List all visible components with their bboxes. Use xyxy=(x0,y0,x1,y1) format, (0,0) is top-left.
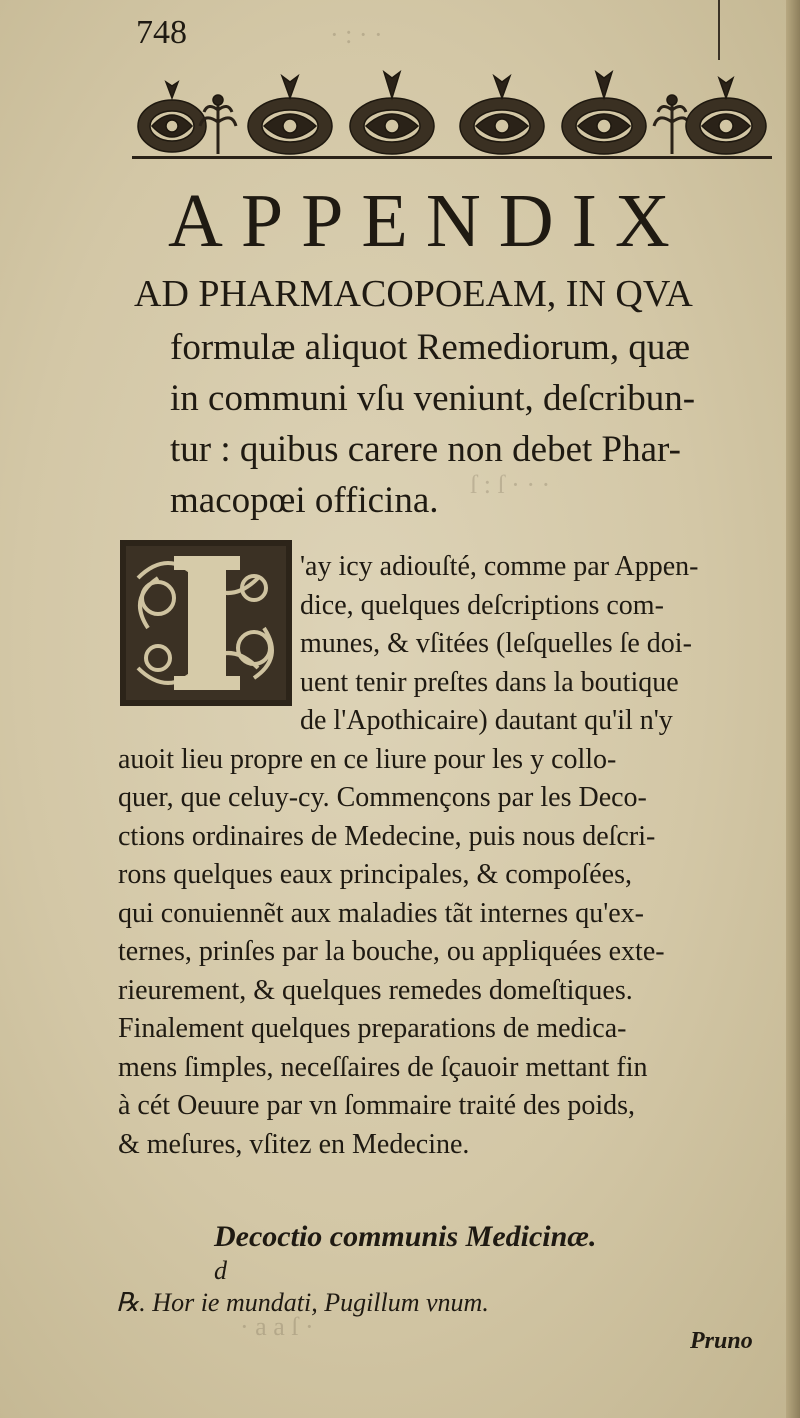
body-line: auoit lieu propre en ce liure pour les y collo- xyxy=(118,743,617,775)
body-line: mens ſimples, neceſſaires de ſçauoir mettant fin xyxy=(118,1051,648,1083)
bleed-through-text: ſ : ſ · · · xyxy=(470,470,551,499)
gutter-line xyxy=(718,0,720,60)
body-line: à cét Oeuure par vn ſommaire traité des poids, xyxy=(118,1090,636,1121)
body-line: uent tenir preſtes dans la boutique xyxy=(300,666,679,698)
body-line: Finalement quelques preparations de medica- xyxy=(118,1013,627,1044)
page-number: 748 xyxy=(136,14,187,51)
subtitle-line: macopœi officina. xyxy=(170,480,439,521)
page-title: APPENDIX xyxy=(168,179,688,263)
subtitle-line: tur : quibus carere non debet Phar- xyxy=(170,429,681,470)
body-line: 'ay icy adiouſté, comme par Appen- xyxy=(300,551,699,582)
body-paragraph xyxy=(118,548,778,1164)
body-line: munes, & vſitées (leſquelles ſe doi- xyxy=(300,628,692,659)
body-line: qui conuiennẽt aux maladies tãt internes qu'ex- xyxy=(118,897,644,929)
recipe-line: ℞. Hor ie mundati, Pugillum vnum. xyxy=(116,1288,489,1317)
body-line: & meſures, vſitez en Medecine. xyxy=(118,1128,470,1160)
ornament-block-1 xyxy=(138,82,206,152)
page-edge xyxy=(786,0,800,1418)
body-line: de l'Apothicaire) dautant qu'il n'y xyxy=(300,705,673,736)
floral-ornament-band-icon xyxy=(132,62,772,166)
catchword: Pruno xyxy=(690,1328,753,1354)
body-line: ternes, prinſes par la bouche, ou appliquées exte- xyxy=(118,936,665,967)
body-line: dice, quelques deſcriptions com- xyxy=(300,589,664,621)
recipe-title: Decoctio communis Medicinæ. xyxy=(214,1220,597,1253)
subtitle-line: formulæ aliquot Remediorum, quæ xyxy=(170,327,691,368)
subtitle-line: in communi vſu veniunt, deſcribun- xyxy=(170,378,696,419)
body-line: ctions ordinaires de Medecine, puis nous deſcri- xyxy=(118,820,656,852)
body-line: rons quelques eaux principales, & compoſées, xyxy=(118,859,632,890)
bleed-through-text: · a a ſ · xyxy=(240,1312,314,1341)
body-line: quer, que celuy-cy. Commençons par les Deco- xyxy=(118,782,647,813)
body-line: rieurement, & quelques remedes domeſtiques. xyxy=(118,974,633,1006)
subtitle-first-line: AD PHARMACOPOEAM, IN QVA xyxy=(134,273,693,315)
bleed-through-text: · : · · xyxy=(330,20,383,49)
recipe-mark: d xyxy=(214,1256,227,1285)
